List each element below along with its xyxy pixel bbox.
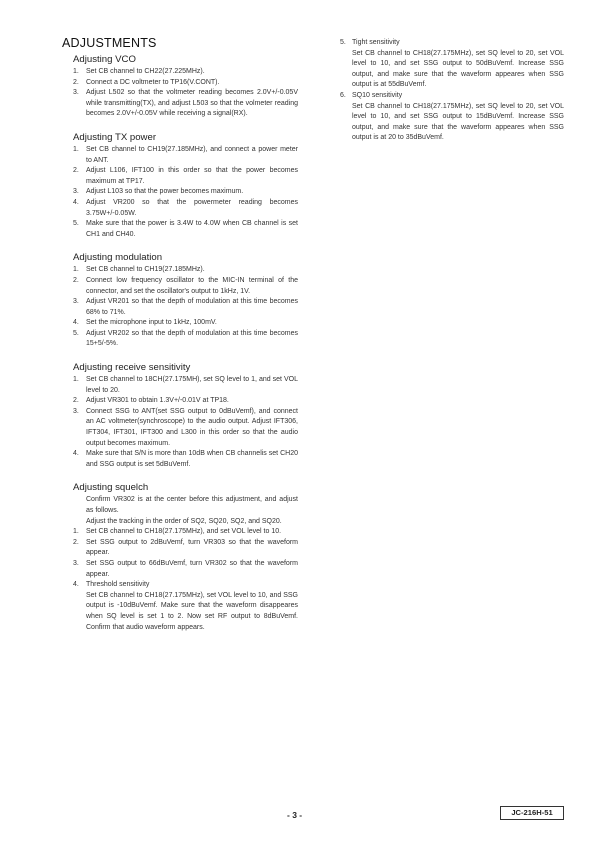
section-heading-receive-sensitivity: Adjusting receive sensitivity [73,362,191,374]
section-receive-sensitivity [62,362,298,470]
left-column [62,36,298,645]
list-item: 4. Set the microphone input to 1kHz, 100mV. [73,319,217,327]
list-item: 1. Set CB channel to CH19(27.185MHz), and connect a power meter to ANT. [73,145,298,164]
page-title: ADJUSTMENTS [62,36,157,50]
section-modulation [62,252,298,350]
list-item: 1. Set CB channel to CH19(27.185MHz). [73,266,205,274]
section-vco [62,54,298,120]
list-item-body: Set CB channel to CH18(27.175MHz), set SQ level to 20, set VOL level to 10, and set SSG output to 50dBuVemf. Increase SSG output, and make sure that the waveform appeares when SSG output is at 55dBuVemf. [352,49,564,89]
list-item: 4. Threshold sensitivity [73,581,150,589]
section-heading-tx-power: Adjusting TX power [73,131,157,143]
section-tx-power [62,132,298,240]
list-item: 4. Adjust VR200 so that the powermeter reading becomes 3.75W+/-0.05W. [73,198,298,217]
list-item: 2. Connect low frequency oscillator to the MIC-IN terminal of the connector, and set the oscillator's output to 1kHz, 1V. [73,276,298,295]
list-item: 3. Adjust L103 so that the power becomes maximum. [73,188,244,196]
list-item: 3. Connect SSG to ANT(set SSG output to 0dBuVemf), and connect an AC voltmeter(synchroscope) to the audio output. Adjust IFT306, IFT304, IFT301, IFT300 and L300 in this order so that the audio output becomes maximum. [73,407,298,447]
list-item: 6. SQ10 sensitivity [340,91,403,99]
list-item: 1. Set CB channel to CH22(27.225MHz). [73,68,205,75]
squelch-intro: Confirm VR302 is at the center before this adjustment, and adjust as follows. [86,496,298,514]
right-column [340,38,564,144]
list-item: 3. Adjust L502 so that the voltmeter reading becomes 2.0V+/-0.05V while transmitting(TX), and adjust L503 so that the volmeter reading becomes 2.0V+/-0.05V while receiving a signal(RX). [73,89,298,118]
list-item: 4. Make sure that S/N is more than 10dB when CB channelis set CH20 and SSG output is set 5dBuVemf. [73,450,298,468]
list-item: 2. Connect a DC voltmeter to TP16(V.CONT). [73,78,220,86]
section-heading-squelch: Adjusting squelch [73,482,149,494]
list-item: 5. Make sure that the power is 3.4W to 4.0W when CB channel is set CH1 and CH40. [73,220,298,238]
list-item: 5. Tight sensitivity [340,39,400,46]
model-number-box: JC-216H-51 [500,806,564,820]
list-item: 3. Set SSG output to 66dBuVemf, turn VR302 so that the waveform appear. [73,559,298,578]
list-item: 3. Adjust VR201 so that the depth of modulation at this time becomes 68% to 71%. [73,298,298,316]
squelch-intro: Adjust the tracking in the order of SQ2, SQ20, SQ2, and SQ20. [86,517,282,525]
list-item: 1. Set CB channel to 18CH(27.175MH), set SQ level to 1, and set VOL level to 20. [73,376,298,394]
list-item-body: Set CB channel to CH18(27.175MHz), set SQ level to 20, set VOL level to 10, and set SSG output to 15dBuVemf. Increase SSG output, and make sure that the waveform appeares when SSG output is at 20 to 35dBuVemf. [352,102,564,142]
list-item: 2. Adjust VR301 to obtain 1.3V+/-0.01V at TP18. [73,397,229,405]
list-item: 1. Set CB channel to CH18(27.175MHz), and set VOL level to 10. [73,528,282,536]
list-item: 2. Adjust L106, IFT100 in this order so that the power becomes maximum at TP17. [73,167,298,185]
page-number: - 3 - [287,810,303,820]
section-heading-vco: Adjusting VCO [73,54,136,65]
list-item-body: Set CB channel to CH18(27.175MHz), set VOL level to 10, and SSG output is -10dBuVemf. Make sure that the waveform disappeares when SQ level is set 1 to 2. Now set RF output to 8dBuVemf. Confirm that audio waveform appears. [86,591,298,631]
section-heading-modulation: Adjusting modulation [73,252,163,264]
section-squelch [62,482,298,633]
list-item: 2. Set SSG output to 2dBuVemf, turn VR303 so that the waveform appear. [73,538,298,557]
list-item: 5. Adjust VR202 so that the depth of modulation at this time becomes 15+5/-5%. [73,329,298,348]
